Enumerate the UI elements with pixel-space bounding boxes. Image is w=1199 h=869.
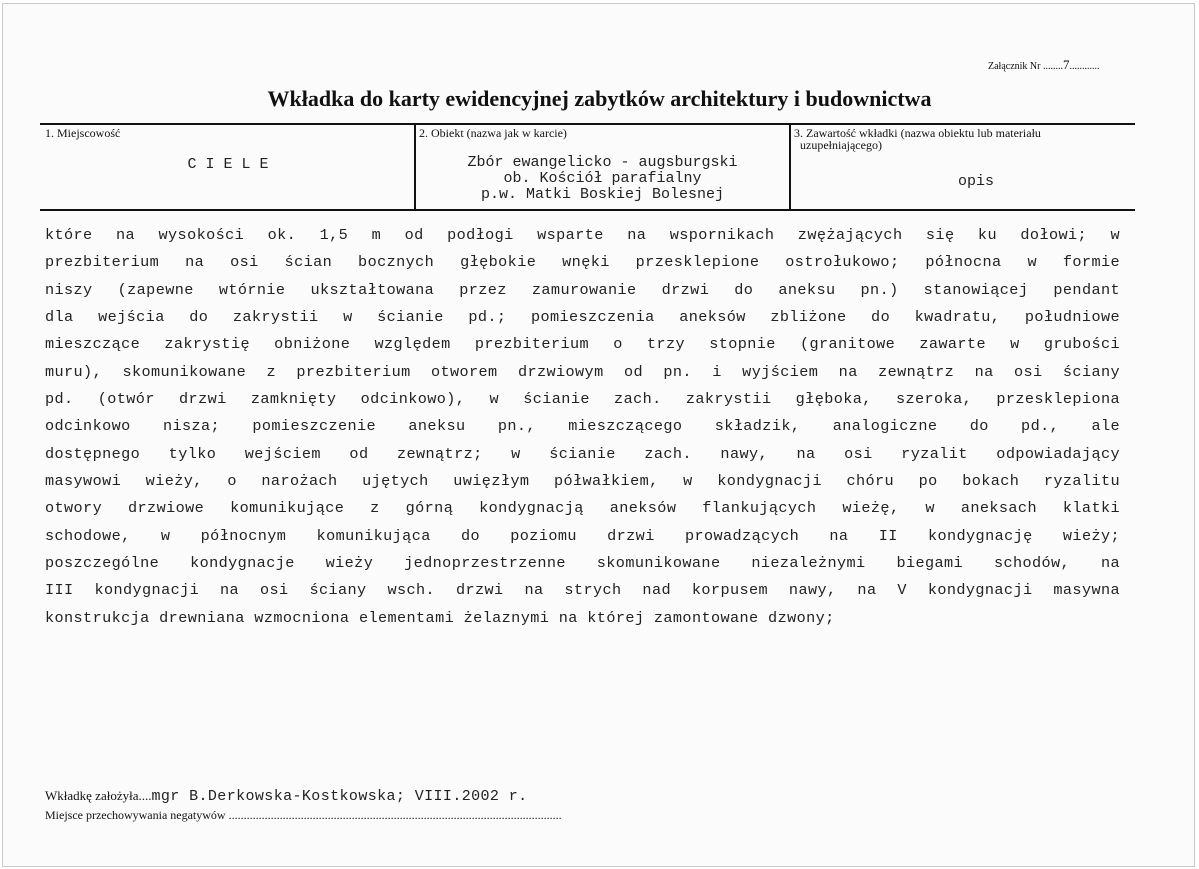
annex-value: 7 (1062, 57, 1070, 72)
description-line: muru), skomunikowane z prezbiterium otworem drzwiowym od pn. i wyjściem na zewnątrz na osi ściany (45, 362, 1120, 381)
annex-dots-before: ........ (1042, 61, 1063, 72)
page-title: Wkładka do karty ewidencyjnej zabytków architektury i budownictwa (267, 86, 932, 111)
locality-value: C I E L E (187, 156, 269, 173)
object-line-1: Zbór ewangelicko - augsburgski (467, 154, 738, 171)
content-label-line-1: 3. Zawartość wkładki (nazwa obiektu lub materiału (794, 126, 1041, 140)
description-text (45, 222, 1120, 632)
object-value (416, 155, 789, 203)
description-line: niszy (zapewne wtórnie ukształtowana przez zamurowanie drzwi do aneksu pn.) stanowiącej pendant (45, 280, 1120, 299)
negatives-line (45, 808, 562, 823)
negatives-dots: ............................................................................................................... (228, 808, 562, 822)
author-line (45, 788, 528, 805)
description-line: schodowe, w północnym komunikująca do poziomu drzwi prowadzących na II kondygnację wieży; (45, 526, 1120, 545)
description-line: które na wysokości ok. 1,5 m od podłogi wsparte na wspornikach zwężających się ku dołowi; w (45, 226, 1120, 244)
description-line: dostępnego tylko wejściem od zewnątrz; w ścianie zach. nawy, na osi ryzalit odpowiadający (45, 444, 1120, 463)
object-line-2: ob. Kościół parafialny (503, 170, 702, 187)
description-line: III kondygnacji na osi ściany wsch. drzwi na strych nad korpusem nawy, na V kondygnacji masywna (45, 581, 1120, 600)
description-line: poszczególne kondygnacje wieży jednoprzestrzenne skomunikowane niezależnymi biegami schodów, na (45, 554, 1120, 573)
locality-label: 1. Miejscowość (45, 126, 121, 140)
description-line: konstrukcja drewniana wzmocniona elementami żelaznymi na której zamontowane dzwony; (45, 608, 835, 627)
annex-label: Załącznik Nr (988, 61, 1041, 72)
author-label: Wkładkę założyła.... (45, 788, 152, 803)
description-line: dla wejścia do zakrystii w ścianie pd.; pomieszczenia aneksów zbliżone do kwadratu, południowe (45, 308, 1120, 327)
description-line: otwory drzwiowe komunikujące z górną kondygnacją aneksów flankujących wieżę, w aneksach klatki (45, 499, 1120, 518)
object-line-3: p.w. Matki Boskiej Bolesnej (480, 186, 725, 203)
object-label: 2. Obiekt (nazwa jak w karcie) (419, 126, 567, 140)
negatives-label: Miejsce przechowywania negatywów (45, 808, 226, 822)
author-value: mgr B.Derkowska-Kostkowska; VIII.2002 r. (151, 788, 528, 805)
description-line: masywowi wieży, o narożach ujętych uwięzłym półwałkiem, w kondygnacji chóru po bokach ryzalitu (45, 472, 1120, 491)
description-line: pd. (otwór drzwi zamknięty odcinkowo), w ścianie zach. zakrystii głęboka, szeroka, przesklepiona (45, 390, 1120, 409)
header-top-rule (40, 123, 1135, 125)
annex-number (988, 57, 1099, 73)
description-line: odcinkowo nisza; pomieszczenie aneksu pn., mieszczącego składzik, analogiczne do pd., ale (45, 417, 1120, 436)
column-divider-2 (789, 123, 791, 211)
description-line: prezbiterium na osi ścian bocznych głębokie wnęki przesklepione ostrołukowo; północna w formie (45, 253, 1120, 272)
content-label-line-2: uzupełniającego) (800, 138, 882, 152)
annex-dots-after: ............ (1069, 61, 1100, 72)
header-bottom-rule (40, 209, 1135, 211)
description-line: mieszczące zakrystię obniżone względem prezbiterium o trzy stopnie (granitowe zawarte w grubości (45, 335, 1120, 354)
content-value: opis (957, 173, 994, 190)
content-label (794, 127, 1041, 151)
